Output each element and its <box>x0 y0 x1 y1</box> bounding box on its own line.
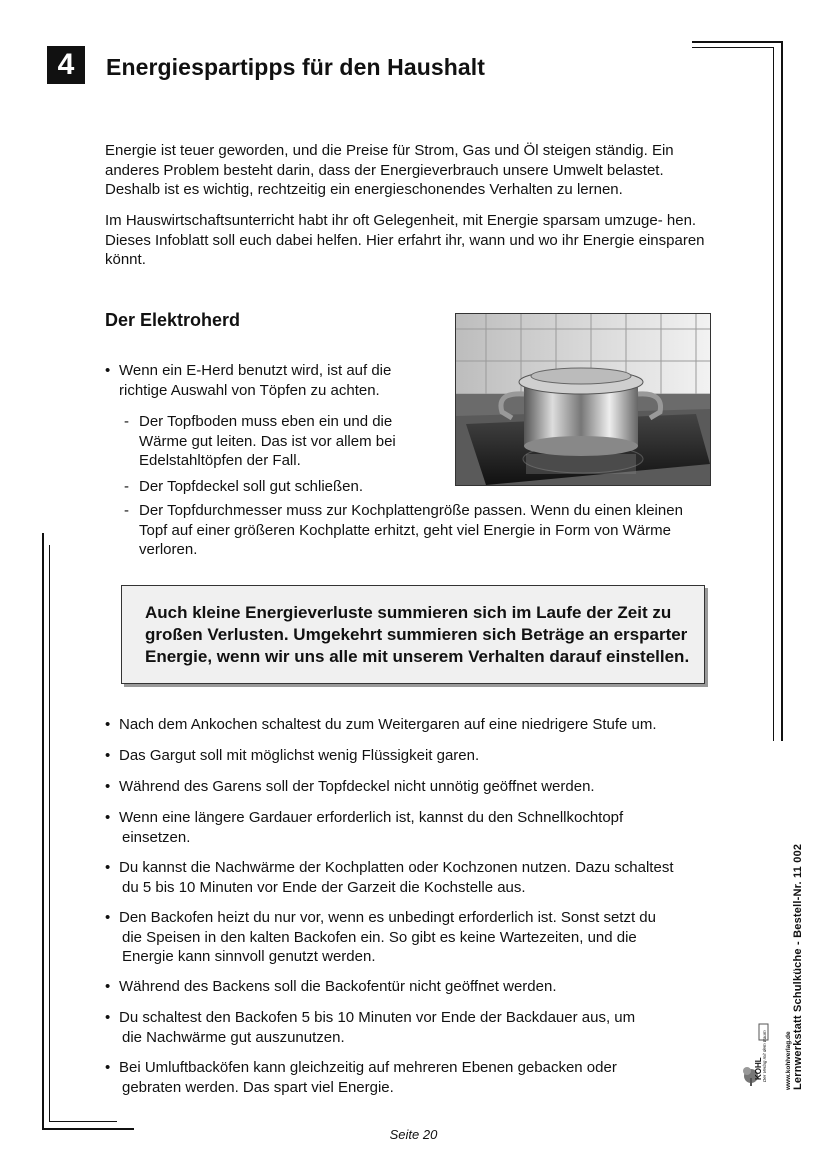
frame-top-right-inner <box>692 47 774 48</box>
pot-on-cooktop-image <box>456 314 710 485</box>
tip-item <box>105 808 745 847</box>
sub-item-line: Der Topfdeckel soll gut schließen. <box>139 478 364 495</box>
side-series-title: Lernwerkstatt Schulküche - Bestell-Nr. 11 002 <box>792 843 804 1090</box>
sub-item-topfdeckel <box>124 477 424 497</box>
intro-paragraph-2: Im Hauswirtschaftsunterricht habt ihr oft Gelegenheit, mit Energie sparsam umzuge- hen. Dieses Infoblatt soll euch dabei helfen. Hier erfahrt ihr, wann und wo ihr Energie einsparen könnt. <box>105 212 705 268</box>
bullet-marker: • <box>105 978 111 995</box>
tip-item <box>105 977 745 997</box>
callout-line: Energie, wenn wir uns alle mit unserem Verhalten darauf einstellen. <box>145 647 690 666</box>
tip-line: Während des Garens soll der Topfdeckel nicht unnötig geöffnet werden. <box>119 778 595 795</box>
page-number: Seite 20 <box>389 1127 438 1142</box>
tip-line: Das Gargut soll mit möglichst wenig Flüssigkeit garen. <box>119 747 480 764</box>
frame-top-right-outer <box>692 41 782 43</box>
frame-bottom-inner <box>49 1121 117 1122</box>
list-item-text-line: richtige Auswahl von Töpfen zu achten. <box>119 381 380 399</box>
tip-line: du 5 bis 10 Minuten vor Ende der Garzeit die Kochstelle aus. <box>122 878 526 896</box>
bullet-marker: • <box>105 747 111 764</box>
sub-item-line: Der Topfboden muss eben ein und die <box>139 413 393 430</box>
publisher-logo <box>742 1018 772 1088</box>
tip-item <box>105 746 745 766</box>
publisher-url: www.kohlverlag.de <box>785 1031 792 1090</box>
tip-item <box>105 1058 745 1097</box>
logo-slogan: Der Verlag mit dem Baum <box>762 1030 767 1082</box>
frame-right-outer <box>781 41 783 741</box>
tip-line: einsetzen. <box>122 828 191 846</box>
tip-item <box>105 908 745 967</box>
page-title: Energiespartipps für den Haushalt <box>106 54 486 80</box>
section-heading: Der Elektroherd <box>105 310 241 330</box>
sub-item-line: Der Topfdurchmesser muss zur Kochplattengröße passen. Wenn du einen kleinen <box>139 502 683 519</box>
tip-line: Du kannst die Nachwärme der Kochplatten oder Kochzonen nutzen. Dazu schaltest <box>119 859 674 876</box>
bullet-marker: • <box>105 1009 111 1026</box>
callout-line: großen Verlusten. Umgekehrt summieren sich Beträge an ersparter <box>145 625 688 644</box>
chapter-number-badge: 4 <box>47 46 85 84</box>
sub-item-line: verloren. <box>139 541 198 558</box>
list-item-herd <box>105 361 425 400</box>
sub-item-line: Wärme gut leiten. Das ist vor allem bei <box>139 432 396 450</box>
tip-item <box>105 777 745 797</box>
tip-line: Du schaltest den Backofen 5 bis 10 Minuten vor Ende der Backdauer aus, um <box>119 1009 636 1026</box>
frame-left-outer <box>42 533 44 1130</box>
tip-line: Bei Umluftbacköfen kann gleichzeitig auf mehreren Ebenen gebacken oder <box>119 1059 617 1076</box>
bullet-marker: • <box>105 716 111 733</box>
intro-paragraph-1: Energie ist teuer geworden, und die Preise für Strom, Gas und Öl steigen ständig. Ein anderes Problem besteht darin, dass der Energieverbrauch unsere Umwelt belastet. Deshalb ist es wichtig, rechtzeitig ein energieschonendes Verhalten zu lernen. <box>105 142 674 198</box>
cooking-pot-photo <box>455 313 711 486</box>
tip-item <box>105 858 745 897</box>
callout-box <box>121 585 705 684</box>
bullet-marker: • <box>105 909 111 926</box>
frame-right-inner <box>773 47 774 741</box>
tip-line: Nach dem Ankochen schaltest du zum Weitergaren auf eine niedrigere Stufe um. <box>119 716 657 733</box>
bullet-marker: • <box>105 809 111 826</box>
tip-line: Energie kann sinnvoll genutzt werden. <box>122 948 376 965</box>
callout-line: Auch kleine Energieverluste summieren sich im Laufe der Zeit zu <box>145 603 672 622</box>
tip-line: die Speisen in den kalten Backofen ein. So gibt es keine Wartezeiten, und die <box>122 928 637 946</box>
dash-marker: - <box>124 502 129 519</box>
dash-marker: - <box>124 478 129 495</box>
bullet-marker: • <box>105 362 111 379</box>
frame-left-inner <box>49 545 50 1122</box>
tip-line: Während des Backens soll die Backofentür nicht geöffnet werden. <box>119 978 557 995</box>
sub-item-topfdurchmesser <box>124 501 744 560</box>
tip-line: Wenn eine längere Gardauer erforderlich ist, kannst du den Schnellkochtopf <box>119 809 624 826</box>
sub-item-topfboden <box>124 412 424 471</box>
tip-line: Den Backofen heizt du nur vor, wenn es unbedingt erforderlich ist. Sonst setzt du <box>119 909 656 926</box>
bullet-marker: • <box>105 1059 111 1076</box>
bullet-marker: • <box>105 859 111 876</box>
tip-item <box>105 1008 745 1047</box>
tip-line: gebraten werden. Das spart viel Energie. <box>122 1078 394 1096</box>
dash-marker: - <box>124 413 129 430</box>
tip-item <box>105 715 745 735</box>
sub-item-line: Topf auf einer größeren Kochplatte erhitzt, geht viel Energie in Form von Wärme <box>139 521 671 539</box>
logo-text: KOHL <box>754 1057 763 1080</box>
list-item-text-line: Wenn ein E-Herd benutzt wird, ist auf die <box>119 362 392 379</box>
bullet-marker: • <box>105 778 111 795</box>
tip-line: die Nachwärme gut auszunutzen. <box>122 1028 345 1046</box>
sub-item-line: Edelstahltöpfen der Fall. <box>139 452 301 469</box>
